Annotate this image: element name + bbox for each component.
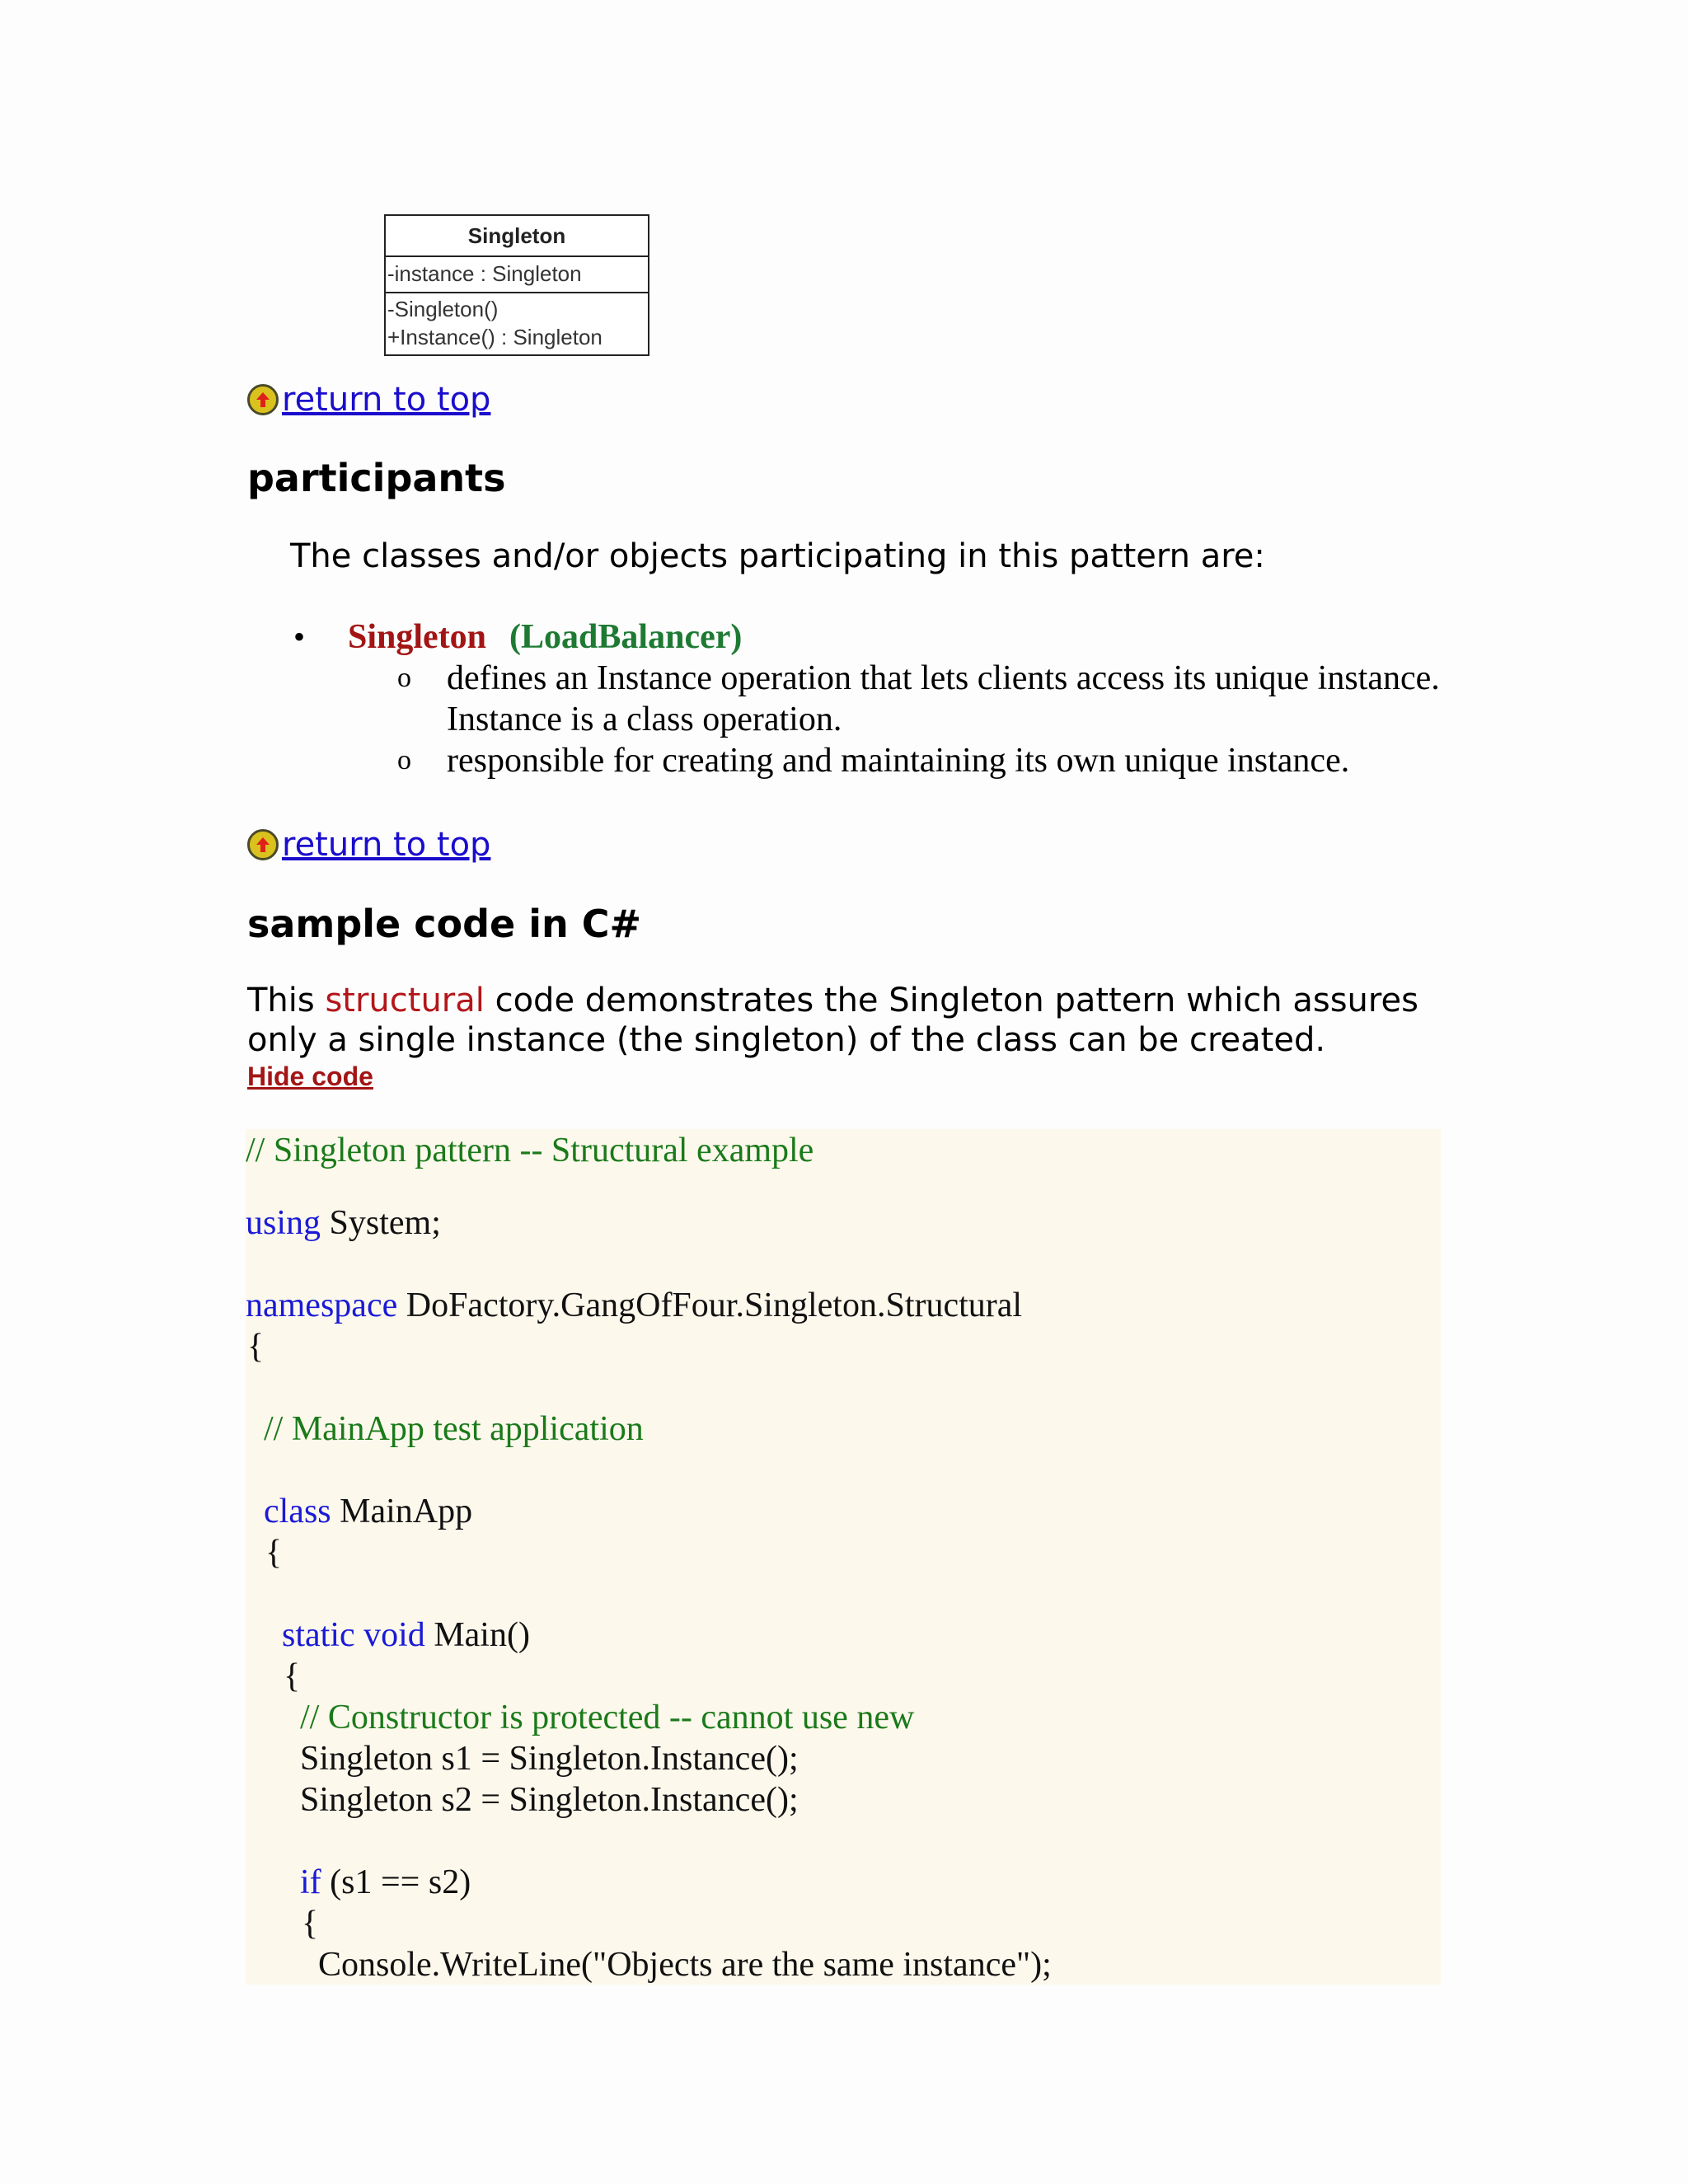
uml-class-diagram [384, 214, 649, 356]
code-line: class MainApp [264, 1493, 473, 1530]
code-line: { [247, 1328, 265, 1366]
code-line: { [284, 1657, 301, 1695]
return-to-top-link-2[interactable] [247, 824, 490, 865]
code-line: { [302, 1905, 319, 1943]
return-to-top-link-1[interactable] [247, 379, 490, 420]
hide-code-link[interactable]: Hide code [247, 1062, 373, 1091]
uml-class-name: Singleton [386, 216, 648, 257]
description-text: code demonstrates the Singleton pattern which assures only a single instance (the singleton) of the class can be created. [247, 982, 1418, 1059]
description-text: This [247, 982, 326, 1019]
code-line: static void Main() [282, 1616, 530, 1654]
participant-example: (LoadBalancer) [509, 618, 743, 656]
list-item: o responsible for creating and maintaining its own unique instance. [397, 742, 1350, 780]
arrow-up-circle-icon [247, 829, 279, 860]
uml-operations [386, 293, 648, 351]
participants-intro: The classes and/or objects participating in this pattern are: [290, 537, 1265, 575]
sample-code-heading: sample code in C# [247, 902, 642, 946]
return-to-top-label[interactable]: return to top [282, 826, 491, 864]
sample-description [247, 981, 1451, 1060]
list-item: o defines an Instance operation that lets clients access its unique instance. Instance is a class operation. [293, 658, 1683, 740]
bullet: • [293, 618, 306, 655]
uml-attribute: -instance : Singleton [386, 257, 648, 293]
code-line: if (s1 == s2) [300, 1863, 471, 1901]
uml-operation: -Singleton() [387, 297, 499, 321]
participant-detail: defines an Instance operation that lets clients access its unique instance. Instance is a class operation. [447, 659, 1440, 738]
code-block [246, 1129, 1441, 1985]
code-line: Singleton s2 = Singleton.Instance(); [300, 1781, 799, 1819]
code-comment: // MainApp test application [264, 1410, 644, 1448]
code-line: { [265, 1534, 283, 1572]
return-to-top-label[interactable]: return to top [282, 381, 491, 419]
code-line: Console.WriteLine("Objects are the same instance"); [318, 1946, 1052, 1984]
code-comment: // Constructor is protected -- cannot use new [300, 1699, 915, 1736]
participant-detail: responsible for creating and maintaining its own unique instance. [447, 742, 1350, 780]
code-comment: // Singleton pattern -- Structural example [246, 1132, 814, 1169]
code-line: using System; [246, 1204, 441, 1242]
uml-operation: +Instance() : Singleton [387, 325, 603, 349]
code-line: namespace DoFactory.GangOfFour.Singleton.Structural [246, 1286, 1023, 1324]
participant-name: Singleton [348, 618, 487, 656]
code-line: Singleton s1 = Singleton.Instance(); [300, 1740, 799, 1778]
structural-keyword: structural [325, 982, 485, 1019]
arrow-up-circle-icon [247, 384, 279, 415]
participants-heading: participants [247, 456, 506, 500]
list-item [348, 616, 742, 658]
participant-details [293, 658, 1683, 781]
